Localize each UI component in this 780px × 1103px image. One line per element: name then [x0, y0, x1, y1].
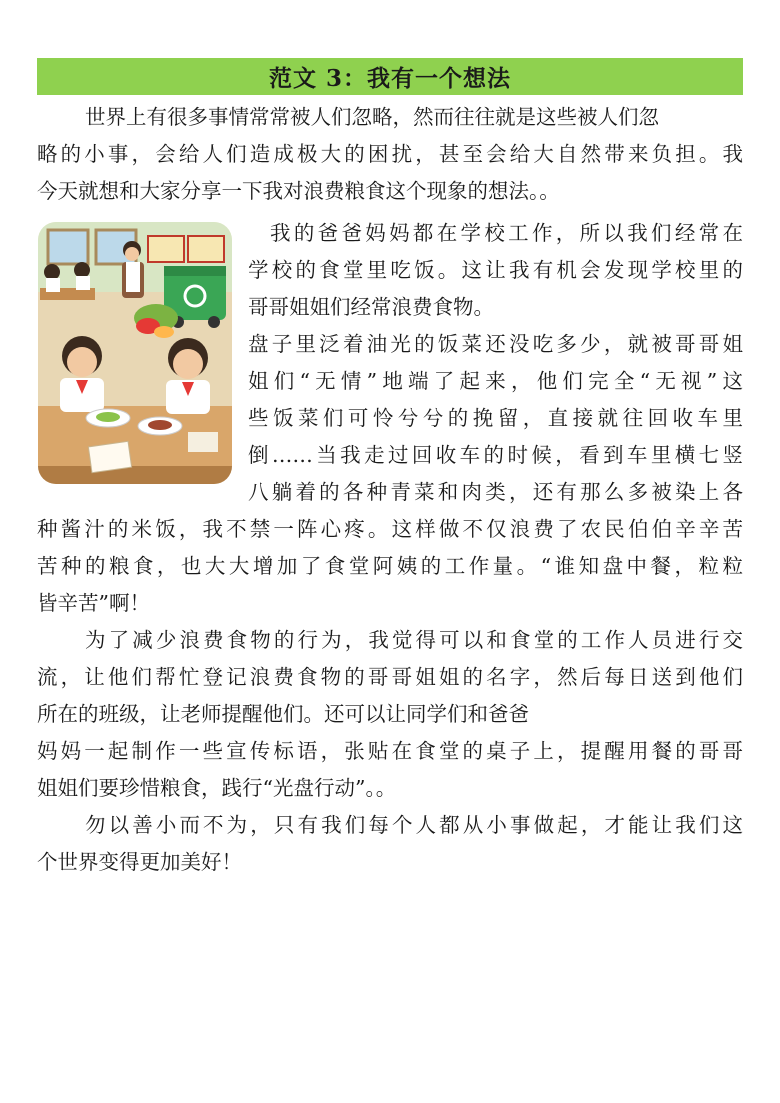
page-title: 范文 3：我有一个想法: [268, 65, 511, 92]
text-line: 所在的班级，让老师提醒他们。还可以让同学们和爸爸: [37, 702, 529, 726]
text-line: 我的爸爸妈妈都在学校工作，所以我们经常在: [270, 221, 743, 245]
text-line: 种酱汁的米饭，我不禁一阵心疼。这样做不仅浪费了农民伯伯辛辛苦: [37, 517, 743, 541]
text-line: 个世界变得更加美好！: [37, 850, 242, 874]
text-line: 些饭菜们可怜兮兮的挽留，直接就往回收车里: [248, 406, 743, 430]
text-line: 学校的食堂里吃饭。这让我有机会发现学校里的: [248, 258, 743, 282]
text-line: 世界上有很多事情常常被人们忽略，然而往往就是这些被人们忽: [85, 105, 659, 129]
text-line: 倒……当我走过回收车的时候，看到车里横七竖: [248, 443, 743, 467]
text-line: 盘子里泛着油光的饭菜还没吃多少，就被哥哥姐: [248, 332, 743, 356]
text-line: 苦种的粮食，也大大增加了食堂阿姨的工作量。“谁知盘中餐，粒粒: [37, 554, 743, 578]
text-line: 皆辛苦”啊！: [37, 591, 150, 615]
text-line: 姐们“无情”地端了起来，他们完全“无视”这: [248, 369, 743, 393]
text-line: 略的小事，会给人们造成极大的困扰，甚至会给大自然带来负担。我: [37, 142, 743, 166]
text-line: 妈妈一起制作一些宣传标语，张贴在食堂的桌子上，提醒用餐的哥哥: [37, 739, 743, 763]
text-line: 姐姐们要珍惜粮食，践行“光盘行动”。。: [37, 776, 397, 800]
text-line: 今天就想和大家分享一下我对浪费粮食这个现象的想法。。: [37, 179, 560, 203]
text-line: 哥哥姐姐们经常浪费食物。: [248, 295, 494, 319]
text-line: 勿以善小而不为，只有我们每个人都从小事做起，才能让我们这: [85, 813, 743, 837]
text-line: 八躺着的各种青菜和肉类，还有那么多被染上各: [248, 480, 743, 504]
text-line: 为了减少浪费食物的行为，我觉得可以和食堂的工作人员进行交: [85, 628, 743, 652]
cafeteria-illustration: [38, 222, 232, 484]
title-bar: [37, 58, 743, 95]
text-line: 流，让他们帮忙登记浪费食物的哥哥姐姐的名字，然后每日送到他们: [37, 665, 743, 689]
